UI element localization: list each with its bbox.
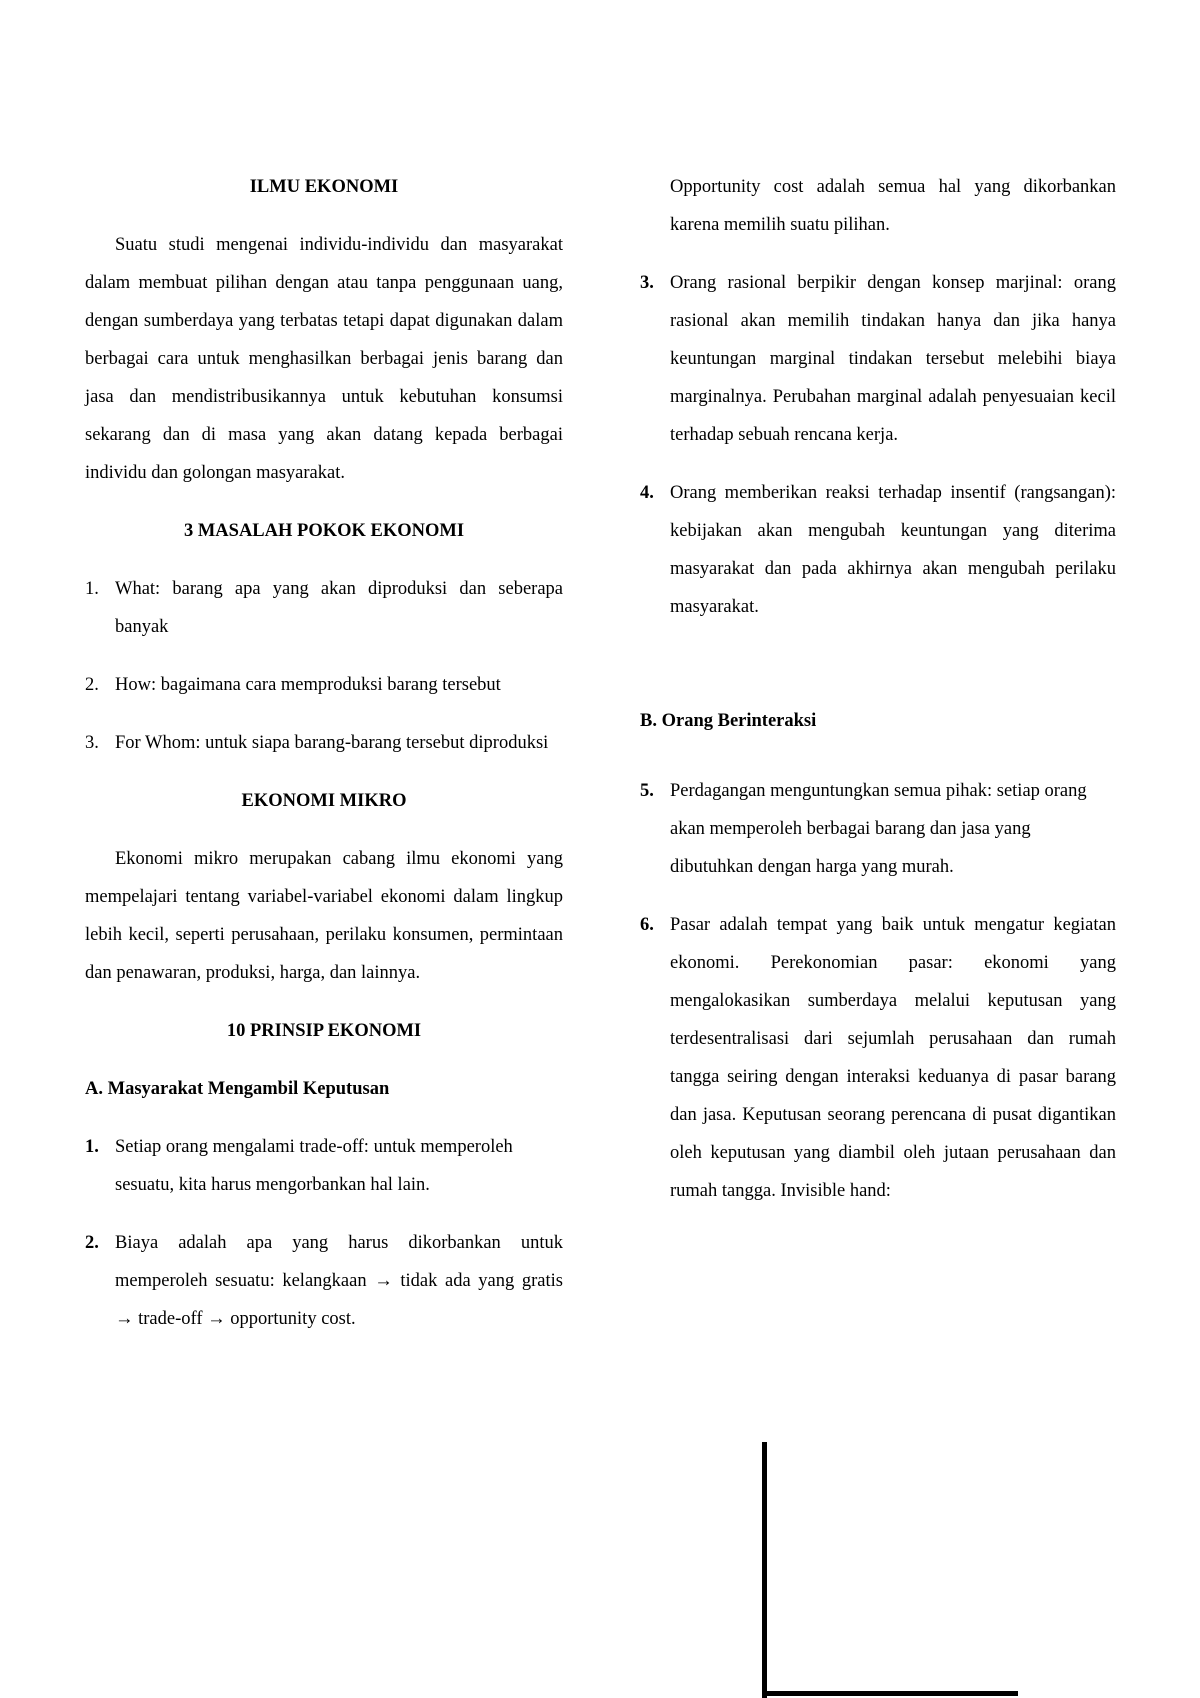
principle-text: Orang memberikan reaksi terhadap insentif (rangsangan): kebijakan akan mengubah keuntungan yang diterima masyarakat dan pada akhirnya akan mengubah perilaku masyarakat. bbox=[670, 483, 1116, 617]
principle-text: Pasar adalah tempat yang baik untuk mengatur kegiatan ekonomi. Perekonomian pasar: ekonomi yang mengalokasikan sumberdaya melalui keputusan yang terdesentralisasi dari sejumlah perusahaan dan rumah tangga seiring dengan interaksi keduanya di pasar barang dan jasa. Keputusan seorang perencana di pusat digantikan oleh keputusan yang diambil oleh jutaan perusahaan dan rumah tangga. Invisible hand: bbox=[670, 915, 1116, 1201]
right-column bbox=[640, 168, 1116, 1230]
principle-item-1 bbox=[85, 1128, 563, 1204]
list-item bbox=[85, 724, 563, 762]
list-item bbox=[85, 666, 563, 704]
principle-number: 2. bbox=[85, 1233, 99, 1253]
list-text: How: bagaimana cara memproduksi barang tersebut bbox=[115, 675, 501, 695]
principle-2-continuation bbox=[640, 168, 1116, 244]
chart-y-axis-line bbox=[762, 1442, 767, 1698]
principle-number: 4. bbox=[640, 483, 654, 503]
section-a-heading: A. Masyarakat Mengambil Keputusan bbox=[85, 1079, 390, 1099]
heading-ekonomi-mikro: EKONOMI MIKRO bbox=[241, 791, 407, 811]
principle-item-3 bbox=[640, 264, 1116, 454]
principle-number: 3. bbox=[640, 273, 654, 293]
principle-number: 5. bbox=[640, 781, 654, 801]
left-column bbox=[85, 168, 563, 1358]
principle-number: 1. bbox=[85, 1137, 99, 1157]
chart-x-axis-line bbox=[762, 1691, 1018, 1696]
heading-prinsip-ekonomi: 10 PRINSIP EKONOMI bbox=[226, 1021, 422, 1041]
list-number: 3. bbox=[85, 733, 99, 753]
principle-item-2 bbox=[85, 1224, 563, 1338]
list-text: What: barang apa yang akan diproduksi dan seberapa banyak bbox=[115, 579, 563, 637]
principle-number: 6. bbox=[640, 915, 654, 935]
principle-item-4 bbox=[640, 474, 1116, 626]
heading-ilmu-ekonomi: ILMU EKONOMI bbox=[249, 177, 399, 197]
list-item bbox=[85, 570, 563, 646]
heading-masalah-pokok: 3 MASALAH POKOK EKONOMI bbox=[183, 521, 465, 541]
definition-ekonomi-mikro: Ekonomi mikro merupakan cabang ilmu ekonomi yang mempelajari tentang variabel-variabel ekonomi dalam lingkup lebih kecil, seperti perusahaan, perilaku konsumen, permintaan dan penawaran, produksi, harga, dan lainnya. bbox=[85, 849, 563, 983]
principle-text: Opportunity cost adalah semua hal yang dikorbankan karena memilih suatu pilihan. bbox=[670, 177, 1116, 235]
principle-text: Biaya adalah apa yang harus dikorbankan untuk memperoleh sesuatu: kelangkaan → tidak ada yang gratis → trade-off → opportunity cost. bbox=[115, 1233, 563, 1329]
definition-ilmu-ekonomi: Suatu studi mengenai individu-individu dan masyarakat dalam membuat pilihan dengan atau tanpa penggunaan uang, dengan sumberdaya yang terbatas tetapi dapat digunakan dalam berbagai cara untuk menghasilkan berbagai jenis barang dan jasa dan mendistribusikannya untuk kebutuhan konsumsi sekarang dan di masa yang akan datang kepada berbagai individu dan golongan masyarakat. bbox=[85, 235, 563, 483]
list-number: 2. bbox=[85, 675, 99, 695]
list-text: For Whom: untuk siapa barang-barang tersebut diproduksi bbox=[115, 733, 549, 753]
principle-item-6 bbox=[640, 906, 1116, 1210]
principle-text: Perdagangan menguntungkan semua pihak: setiap orang akan memperoleh berbagai barang dan jasa yang dibutuhkan dengan harga yang murah. bbox=[670, 781, 1087, 877]
principle-item-5 bbox=[640, 772, 1116, 886]
section-b-heading: B. Orang Berinteraksi bbox=[640, 711, 817, 731]
list-number: 1. bbox=[85, 579, 99, 599]
principle-text: Orang rasional berpikir dengan konsep marjinal: orang rasional akan memilih tindakan hanya dan jika hanya keuntungan marginal tindakan tersebut melebihi biaya marginalnya. Perubahan marginal adalah penyesuaian kecil terhadap sebuah rencana kerja. bbox=[670, 273, 1116, 445]
principle-text: Setiap orang mengalami trade-off: untuk memperoleh sesuatu, kita harus mengorbankan hal lain. bbox=[115, 1137, 513, 1195]
